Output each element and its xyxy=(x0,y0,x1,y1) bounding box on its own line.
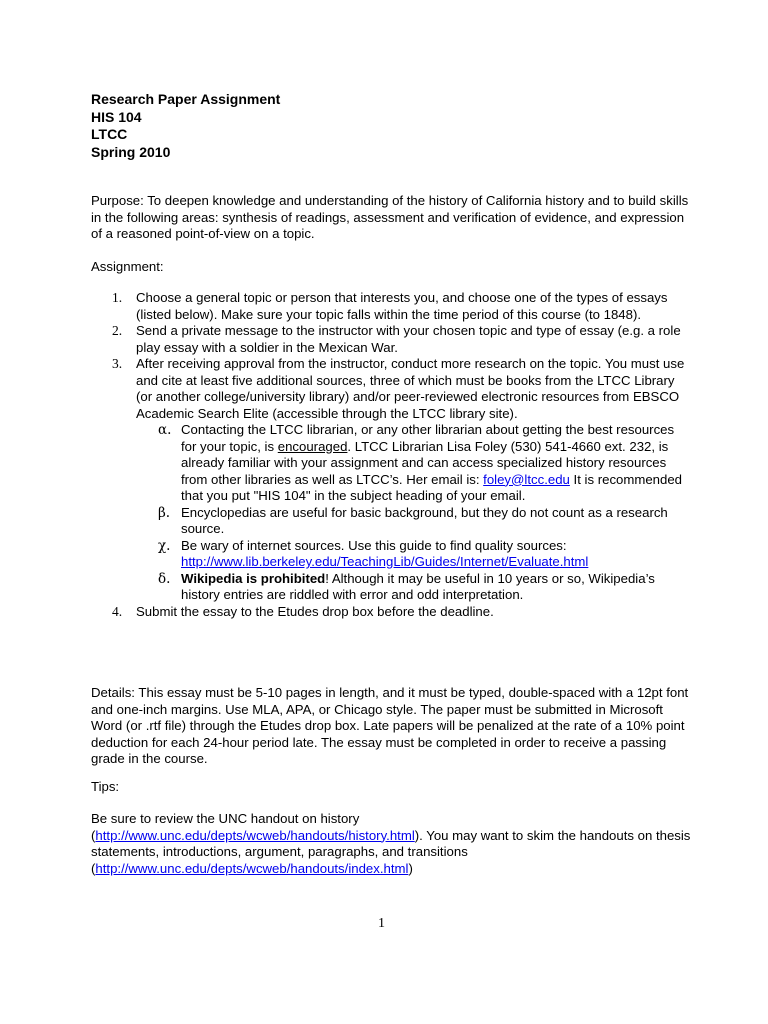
purpose-paragraph: Purpose: To deepen knowledge and understanding of the history of California history and to build skills in the following areas: synthesis of readings, assessment and verification of evidence, and expression of a reasoned point-of-view on a topic. xyxy=(91,193,689,241)
tips-text: Be sure to review the UNC handout on history ( xyxy=(91,811,360,843)
list-number: 3. xyxy=(112,356,123,371)
list-item-text: Choose a general topic or person that interests you, and choose one of the types of essays (listed below). Make sure your topic falls within the time period of this course (to 1848). xyxy=(136,290,668,322)
document-title: Research Paper Assignment xyxy=(91,91,281,107)
list-item-text: After receiving approval from the instructor, conduct more research on the topic. You must use and cite at least five additional sources, three of which must be books from the LTCC Library (or another college/university library) and/or peer-reviewed electronic resources from EBSCO Academic Search Elite (accessible through the LTCC library site). xyxy=(136,356,685,421)
list-item xyxy=(91,290,691,323)
wikipedia-prohibited-text: Wikipedia is prohibited xyxy=(181,570,326,586)
list-number: 1. xyxy=(112,290,123,305)
sublist-text: It is recommended that you put "HIS 104" in the subject heading of your email. xyxy=(181,471,683,503)
tips-text: ). You may want to skim the handouts on thesis statements, introductions, argument, paragraphs, and transitions ( xyxy=(91,827,691,876)
list-item xyxy=(91,356,691,604)
sublist-item-wikipedia xyxy=(136,571,691,604)
tips-heading: Tips: xyxy=(91,779,120,794)
assignment-steps-list xyxy=(91,290,691,620)
encouraged-emphasis: encouraged xyxy=(277,438,348,454)
list-item xyxy=(91,604,691,621)
sublist-text: Be wary of internet sources. Use this guide to find quality sources: xyxy=(181,537,567,553)
sublist-marker: β. xyxy=(158,504,171,521)
sublist-text: Contacting the LTCC librarian, or any other librarian about getting the best resources for your topic, is xyxy=(181,422,675,454)
sublist-text: . LTCC Librarian Lisa Foley (530) 541-4660 ext. 232, is already familiar with your assignment and can access specialized history resources from other libraries as well as LTCC’s. Her email is: xyxy=(181,438,669,487)
tips-paragraph xyxy=(91,811,691,877)
research-tips-sublist xyxy=(136,422,691,604)
unc-history-link[interactable]: http://www.unc.edu/depts/wcweb/handouts/history.html xyxy=(95,827,415,843)
sublist-text: Encyclopedias are useful for basic background, but they do not count as a research source. xyxy=(181,504,668,536)
tips-text: ) xyxy=(408,860,413,876)
sublist-marker: α. xyxy=(158,422,172,438)
librarian-email-link[interactable]: foley@ltcc.edu xyxy=(483,471,570,487)
sublist-item-librarian xyxy=(136,422,691,505)
list-number: 4. xyxy=(112,603,123,619)
sublist-marker: δ. xyxy=(158,570,171,587)
document-header xyxy=(91,91,280,161)
list-item xyxy=(91,323,691,356)
berkeley-guide-link[interactable]: http://www.lib.berkeley.edu/TeachingLib/Guides/Internet/Evaluate.html xyxy=(181,554,589,569)
list-item-text: Submit the essay to the Etudes drop box before the deadline. xyxy=(136,603,494,619)
unc-handouts-link[interactable]: http://www.unc.edu/depts/wcweb/handouts/index.html xyxy=(95,860,409,876)
college-name: LTCC xyxy=(91,126,128,142)
page-number: 1 xyxy=(378,916,385,931)
sublist-item-encyclopedias xyxy=(136,505,691,538)
sublist-item-internet-sources xyxy=(136,538,691,571)
course-code: HIS 104 xyxy=(91,108,142,125)
list-number: 2. xyxy=(112,323,123,338)
sublist-marker: χ. xyxy=(158,537,171,554)
term: Spring 2010 xyxy=(91,143,171,160)
list-item-text: Send a private message to the instructor with your chosen topic and type of essay (e.g. a role play essay with a soldier in the Mexican War. xyxy=(136,323,681,355)
details-paragraph: Details: This essay must be 5-10 pages in length, and it must be typed, double-spaced with a 12pt font and one-inch margins. Use MLA, APA, or Chicago style. The paper must be submitted in Microsoft Word (or .rtf file) through the Etudes drop box. Late papers will be penalized at the rate of a 10% point deduction for each 24-hour period late. The essay must be completed in order to receive a passing grade in the course. xyxy=(91,685,689,766)
assignment-heading: Assignment: xyxy=(91,259,164,274)
sublist-text: ! Although it may be useful in 10 years or so, Wikipedia’s history entries are riddled with error and odd interpretation. xyxy=(181,570,655,602)
